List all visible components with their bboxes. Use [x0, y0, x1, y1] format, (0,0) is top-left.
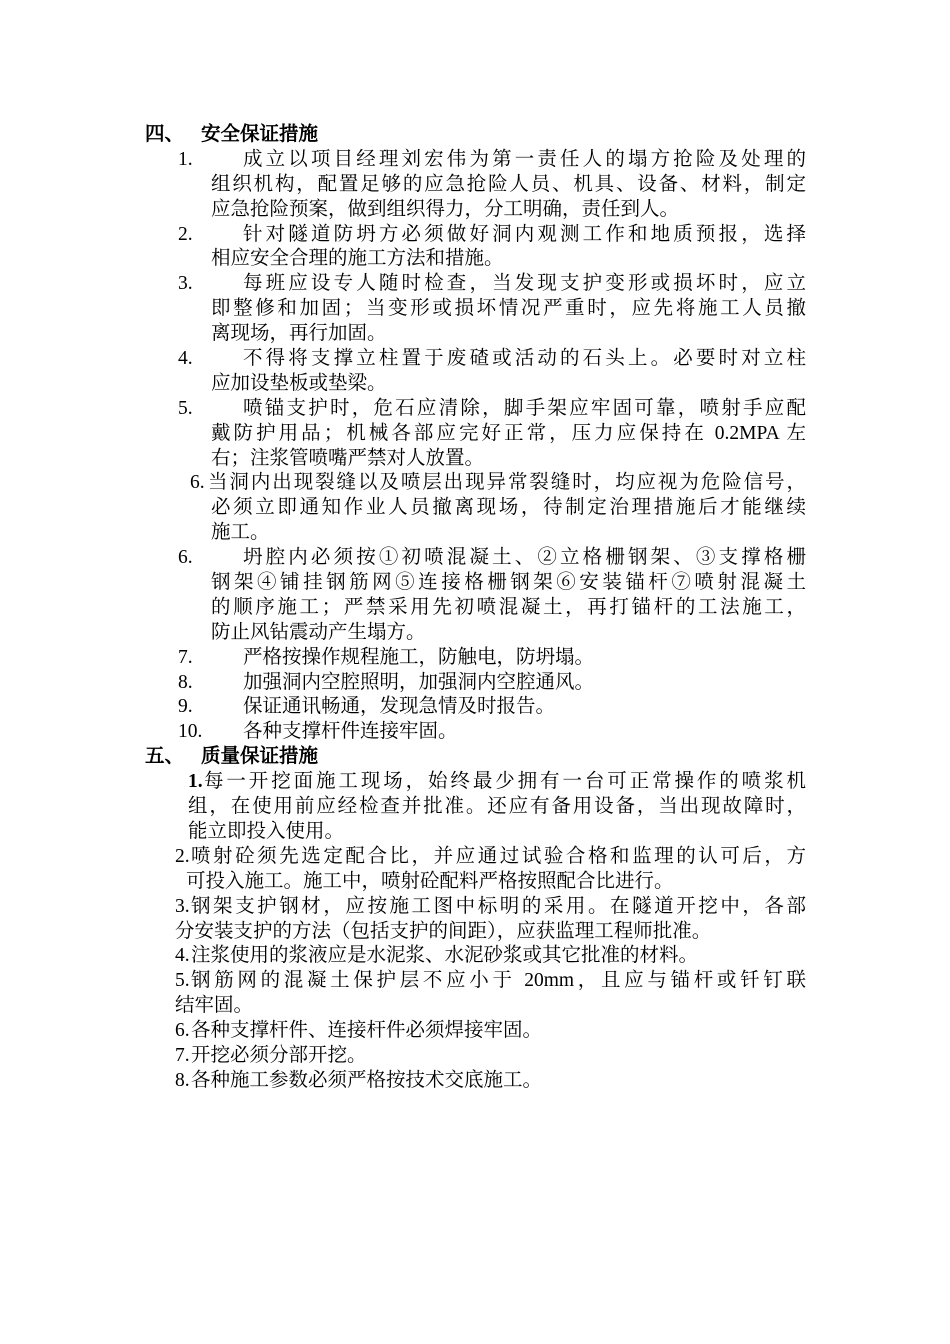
list-item-line [0, 720, 950, 745]
list-item-text: 结牢固。 [175, 995, 254, 1017]
list-item-line [0, 969, 950, 994]
section-number: 四、 [145, 124, 185, 145]
list-item-line [0, 247, 950, 272]
list-item-number: 1. [178, 148, 193, 170]
list-item-text: 防止风钻震动产生塌方。 [211, 621, 426, 643]
list-item-number: 3. [178, 273, 193, 295]
section-number: 五、 [145, 746, 185, 768]
list-item-text: 必须立即通知作业人员撤离现场，待制定治理措施后才能继续 [211, 497, 806, 519]
list-item-text: 注浆使用的浆液应是水泥浆、水泥砂浆或其它批准的材料。 [191, 945, 699, 967]
list-item-text: 右；注浆管喷嘴严禁对人放置。 [211, 447, 485, 469]
list-item-number: 3. [175, 895, 190, 917]
list-item-line [0, 870, 950, 895]
list-item-number: 2. [178, 223, 193, 245]
list-item-line [0, 173, 950, 198]
list-item-line [0, 397, 950, 422]
list-item-text: 当洞内出现裂缝以及喷层出现异常裂缝时，均应视为危险信号， [208, 472, 806, 494]
list-item-line [0, 148, 950, 173]
list-item-text: 加强洞内空腔照明，加强洞内空腔通风。 [243, 671, 595, 693]
list-item-text: 组，在使用前应经检查并批准。还应有备用设备，当出现故障时， [188, 796, 806, 818]
list-item-line [0, 770, 950, 795]
list-item-line [0, 646, 950, 671]
document-page [0, 123, 950, 1094]
list-item-text: 坍腔内必须按①初喷混凝土、②立格栅钢架、③支撑格栅 [243, 547, 806, 569]
list-item-line [0, 795, 950, 820]
list-item-line [0, 198, 950, 223]
list-item-line [0, 471, 950, 496]
list-item-number: 6. [178, 547, 193, 569]
list-item-line [0, 994, 950, 1019]
list-item-number: 5. [175, 970, 190, 992]
list-item-line [0, 347, 950, 372]
list-item-line [0, 322, 950, 347]
list-item-number: 4. [175, 945, 190, 967]
section-title: 安全保证措施 [201, 124, 319, 145]
list-item-line [0, 496, 950, 521]
list-item-text: 能立即投入使用。 [188, 820, 345, 842]
list-item-number: 9. [178, 696, 193, 718]
list-item-line [0, 1069, 950, 1094]
list-item-text: 钢架支护钢材，应按施工图中标明的采用。在隧道开挖中，各部 [191, 895, 806, 917]
list-item-text: 各种施工参数必须严格按技术交底施工。 [191, 1069, 543, 1091]
list-item-line [0, 596, 950, 621]
list-item-text: 喷锚支护时，危石应清除，脚手架应牢固可靠，喷射手应配 [243, 397, 806, 419]
list-item-line [0, 695, 950, 720]
list-item-number: 6. [175, 1020, 190, 1042]
list-item-text: 的顺序施工；严禁采用先初喷混凝土，再打锚杆的工法施工， [211, 596, 806, 618]
list-item-number: 8. [175, 1069, 190, 1091]
list-item-number: 8. [178, 671, 193, 693]
list-item-line [0, 546, 950, 571]
list-item-line [0, 422, 950, 447]
list-item-text: 戴防护用品；机械各部应完好正常，压力应保持在 0.2MPA 左 [211, 422, 806, 444]
list-item-line [0, 621, 950, 646]
list-item-text: 各种支撑杆件、连接杆件必须焊接牢固。 [191, 1020, 543, 1042]
list-item-text: 保证通讯畅通，发现急情及时报告。 [243, 696, 556, 718]
list-item-line [0, 895, 950, 920]
list-item-number: 7. [175, 1044, 190, 1066]
list-item-text: 严格按操作规程施工，防触电，防坍塌。 [243, 646, 595, 668]
list-item-text: 分安装支护的方法（包括支护的间距），应获监理工程师批准。 [175, 920, 712, 942]
section-title: 质量保证措施 [201, 746, 319, 768]
list-item-line [0, 297, 950, 322]
list-item-line [0, 1019, 950, 1044]
list-item-number: 1. [188, 771, 203, 793]
list-item-text: 离现场，再行加固。 [211, 323, 387, 345]
list-item-number: 6. [190, 472, 205, 494]
list-item-text: 钢筋网的混凝土保护层不应小于 20mm，且应与锚杆或钎钉联 [191, 970, 806, 992]
list-item-line [0, 671, 950, 696]
list-item-line [0, 845, 950, 870]
list-item-text: 钢架④铺挂钢筋网⑤连接格栅钢架⑥安装锚杆⑦喷射混凝土 [211, 572, 806, 594]
list-item-text: 各种支撑杆件连接牢固。 [243, 721, 458, 743]
list-item-text: 应急抢险预案，做到组织得力，分工明确，责任到人。 [211, 198, 680, 220]
list-item-line [0, 447, 950, 472]
list-item-text: 每一开挖面施工现场，始终最少拥有一台可正常操作的喷浆机 [204, 771, 806, 793]
list-item-line [0, 272, 950, 297]
list-item-line [0, 223, 950, 248]
list-item-text: 施工。 [211, 522, 270, 544]
list-item-text: 喷射砼须先选定配合比，并应通过试验合格和监理的认可后，方 [191, 845, 806, 867]
list-item-line [0, 571, 950, 596]
list-item-text: 可投入施工。施工中，喷射砼配料严格按照配合比进行。 [186, 870, 674, 892]
list-item-line [0, 944, 950, 969]
list-item-number: 7. [178, 646, 193, 668]
list-item-text: 相应安全合理的施工方法和措施。 [211, 248, 504, 270]
list-item-text: 成立以项目经理刘宏伟为第一责任人的塌方抢险及处理的 [243, 148, 806, 170]
list-item-text: 每班应设专人随时检查，当发现支护变形或损坏时，应立 [243, 273, 806, 295]
section-heading [0, 123, 950, 148]
list-item-number: 2. [175, 845, 190, 867]
list-item-text: 开挖必须分部开挖。 [191, 1044, 367, 1066]
list-item-number: 10. [178, 721, 203, 743]
list-item-number: 5. [178, 397, 193, 419]
section-heading [0, 745, 950, 770]
list-item-number: 4. [178, 348, 193, 370]
list-item-line [0, 521, 950, 546]
list-item-text: 针对隧道防坍方必须做好洞内观测工作和地质预报，选择 [243, 223, 806, 245]
list-item-line [0, 820, 950, 845]
list-item-text: 应加设垫板或垫梁。 [211, 372, 387, 394]
list-item-text: 组织机构，配置足够的应急抢险人员、机具、设备、材料，制定 [211, 173, 806, 195]
list-item-line [0, 1044, 950, 1069]
list-item-text: 即整修和加固；当变形或损坏情况严重时，应先将施工人员撤 [211, 298, 806, 320]
list-item-line [0, 372, 950, 397]
list-item-line [0, 920, 950, 945]
list-item-text: 不得将支撑立柱置于废碴或活动的石头上。必要时对立柱 [243, 348, 806, 370]
